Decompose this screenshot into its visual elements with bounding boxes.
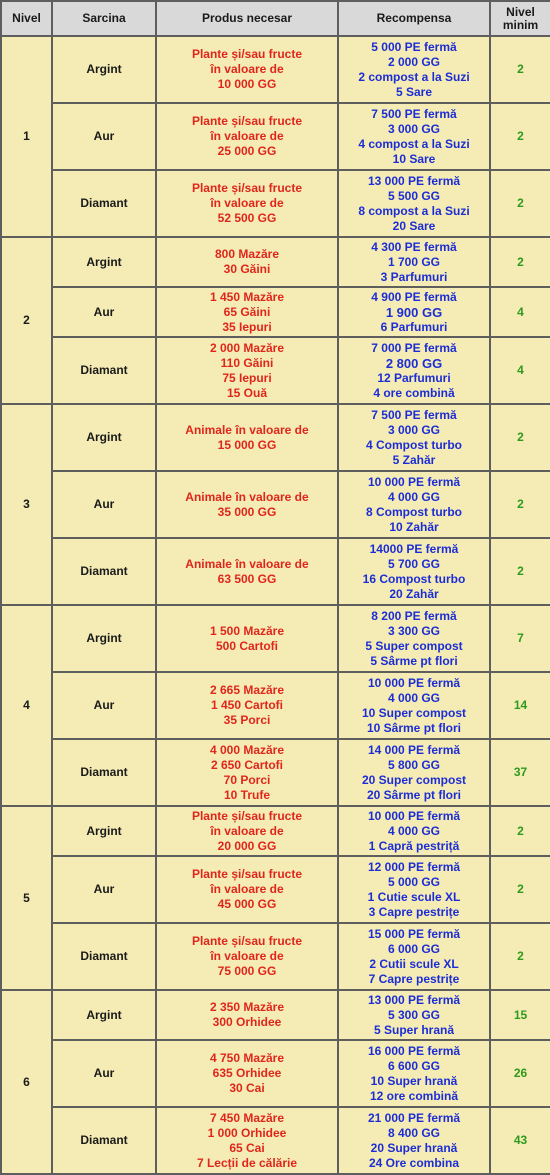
product-cell <box>156 337 338 404</box>
table-row <box>1 337 550 404</box>
product-line: 4 000 Mazăre <box>209 742 285 757</box>
reward-line: 2 000 GG <box>387 54 441 69</box>
table-row <box>1 806 550 856</box>
table-row <box>1 990 550 1040</box>
reward-line: 1 Capră pestriță <box>368 838 460 853</box>
product-line: 500 Cartofi <box>215 638 279 653</box>
product-cell <box>156 471 338 538</box>
task-cell: Argint <box>52 404 156 471</box>
table-row <box>1 605 550 672</box>
product-line: Animale în valoare de <box>185 489 309 504</box>
reward-line: 10 Super hrană <box>370 1073 458 1088</box>
min-level-cell: 15 <box>490 990 550 1040</box>
reward-line: 10 Zahăr <box>389 519 439 534</box>
level-cell: 2 <box>1 237 52 404</box>
reward-line: 13 000 PE fermă <box>367 992 461 1007</box>
reward-cell <box>338 287 490 337</box>
min-level-cell: 2 <box>490 538 550 605</box>
reward-line: 7 500 PE fermă <box>371 106 457 121</box>
product-line: Plante și/sau fructe <box>191 934 303 948</box>
header-min-level <box>490 1 550 36</box>
product-line: 1 450 Cartofi <box>210 698 284 712</box>
product-line: Plante și/sau fructe <box>191 181 303 195</box>
product-line: 75 000 GG <box>217 964 277 978</box>
reward-line: 2 Cutii scule XL <box>369 956 459 971</box>
product-line: 30 Cai <box>229 1081 265 1095</box>
min-level-cell: 2 <box>490 923 550 990</box>
reward-line: 5 000 PE fermă <box>371 39 457 54</box>
header-reward: Recompensa <box>338 1 490 36</box>
min-level-cell: 2 <box>490 36 550 103</box>
reward-line: 4 000 GG <box>387 823 441 838</box>
table-body <box>1 36 550 1174</box>
header-level: Nivel <box>1 1 52 36</box>
task-cell: Argint <box>52 237 156 287</box>
reward-line: 20 Super compost <box>361 772 467 787</box>
product-line: Animale în valoare de <box>185 556 309 571</box>
min-level-cell: 4 <box>490 287 550 337</box>
reward-line: 15 000 PE fermă <box>367 926 461 941</box>
task-cell: Argint <box>52 806 156 856</box>
product-line: 10 Trufe <box>223 787 271 802</box>
product-line: 2 650 Cartofi <box>210 757 284 772</box>
reward-line: 21 000 PE fermă <box>367 1110 461 1125</box>
product-line: în valoare de <box>210 196 284 210</box>
reward-line: 5 Super compost <box>365 638 463 653</box>
reward-line: 8 compost a la Suzi <box>358 203 470 218</box>
product-line: 35 Iepuri <box>222 319 272 334</box>
table-row <box>1 538 550 605</box>
reward-cell <box>338 103 490 170</box>
product-line: 110 Găini <box>220 355 274 370</box>
task-cell: Diamant <box>52 538 156 605</box>
product-line: în valoare de <box>210 823 284 838</box>
product-line: 2 350 Mazăre <box>209 1000 285 1014</box>
reward-line: 5 Sârme pt flori <box>370 653 458 668</box>
product-line: în valoare de <box>210 129 284 143</box>
product-line: 1 500 Mazăre <box>209 623 285 638</box>
table-row <box>1 672 550 739</box>
reward-line: 6 600 GG <box>387 1058 441 1073</box>
product-line: Plante și/sau fructe <box>191 47 303 61</box>
product-line: 7 Lecții de călărie <box>196 1155 298 1170</box>
product-line: 1 000 Orhidee <box>207 1125 287 1140</box>
product-line: 7 450 Mazăre <box>209 1110 285 1125</box>
product-cell <box>156 806 338 856</box>
reward-cell <box>338 538 490 605</box>
reward-line: 5 Super hrană <box>373 1022 455 1037</box>
table-row <box>1 404 550 471</box>
product-cell <box>156 1040 338 1107</box>
reward-line: 4 300 PE fermă <box>371 239 457 254</box>
product-line: Plante și/sau fructe <box>191 867 303 881</box>
table-row <box>1 170 550 237</box>
reward-line: 4 000 GG <box>387 690 441 705</box>
product-line: 25 000 GG <box>217 144 277 158</box>
product-cell <box>156 923 338 990</box>
level-cell: 5 <box>1 806 52 990</box>
task-cell: Diamant <box>52 170 156 237</box>
reward-line: 5 Sare <box>395 84 433 99</box>
reward-line: 4 000 GG <box>387 489 441 504</box>
reward-line: 7 Capre pestrițe <box>368 971 460 986</box>
reward-line: 20 Sare <box>392 218 436 233</box>
reward-line: 4 compost a la Suzi <box>358 136 470 151</box>
product-line: în valoare de <box>210 949 284 963</box>
table-row <box>1 856 550 923</box>
min-level-cell: 2 <box>490 856 550 923</box>
min-level-cell: 14 <box>490 672 550 739</box>
product-line: 70 Porci <box>223 772 271 787</box>
reward-line: 3 000 GG <box>387 422 441 437</box>
task-cell: Diamant <box>52 923 156 990</box>
min-level-cell: 2 <box>490 170 550 237</box>
product-line: 30 Găini <box>223 262 271 276</box>
level-cell: 4 <box>1 605 52 806</box>
product-line: 4 750 Mazăre <box>209 1051 285 1065</box>
product-line: 63 500 GG <box>217 571 277 586</box>
reward-line: 2 800 GG <box>385 355 443 371</box>
reward-cell <box>338 990 490 1040</box>
product-cell <box>156 990 338 1040</box>
reward-line: 3 300 GG <box>387 623 441 638</box>
product-cell <box>156 170 338 237</box>
reward-line: 6 Parfumuri <box>380 319 448 334</box>
min-level-cell: 37 <box>490 739 550 806</box>
reward-cell <box>338 337 490 404</box>
product-line: 300 Orhidee <box>212 1015 282 1029</box>
task-cell: Aur <box>52 1040 156 1107</box>
reward-line: 10 Super compost <box>361 705 467 720</box>
task-cell: Aur <box>52 287 156 337</box>
reward-cell <box>338 237 490 287</box>
reward-line: 5 500 GG <box>387 188 441 203</box>
min-level-cell: 2 <box>490 237 550 287</box>
min-level-cell: 2 <box>490 404 550 471</box>
reward-line: 14 000 PE fermă <box>367 742 461 757</box>
reward-line: 7 000 PE fermă <box>371 340 457 355</box>
product-line: 35 Porci <box>223 713 271 727</box>
reward-line: 1 Cutie scule XL <box>367 889 461 904</box>
min-level-cell: 4 <box>490 337 550 404</box>
reward-line: 16 Compost turbo <box>362 571 466 586</box>
product-line: 2 000 Mazăre <box>209 340 285 355</box>
product-line: Plante și/sau fructe <box>191 808 303 823</box>
table-row <box>1 739 550 806</box>
product-cell <box>156 237 338 287</box>
product-line: 45 000 GG <box>217 897 277 911</box>
header-product: Produs necesar <box>156 1 338 36</box>
reward-cell <box>338 672 490 739</box>
product-line: 635 Orhidee <box>212 1066 282 1080</box>
table-row <box>1 923 550 990</box>
table-row <box>1 1107 550 1174</box>
reward-line: 24 Ore combina <box>368 1155 460 1170</box>
product-line: 1 450 Mazăre <box>209 289 285 304</box>
reward-line: 10 000 PE fermă <box>367 474 461 489</box>
reward-line: 20 Super hrană <box>370 1140 458 1155</box>
product-line: 35 000 GG <box>217 504 277 519</box>
reward-line: 3 Capre pestrițe <box>368 904 460 919</box>
product-cell <box>156 1107 338 1174</box>
product-cell <box>156 538 338 605</box>
reward-line: 12 000 PE fermă <box>367 859 461 874</box>
min-level-cell: 2 <box>490 103 550 170</box>
reward-cell <box>338 605 490 672</box>
task-cell: Aur <box>52 103 156 170</box>
product-line: Animale în valoare de <box>185 422 309 437</box>
reward-line: 5 300 GG <box>387 1007 441 1022</box>
product-line: 65 Găini <box>223 304 271 319</box>
reward-cell <box>338 170 490 237</box>
product-line: 65 Cai <box>229 1140 265 1155</box>
product-line: 20 000 GG <box>217 838 277 853</box>
min-level-cell: 26 <box>490 1040 550 1107</box>
product-line: 15 000 GG <box>217 437 277 452</box>
reward-cell <box>338 739 490 806</box>
table-row <box>1 287 550 337</box>
reward-line: 20 Sârme pt flori <box>366 787 462 802</box>
reward-line: 4 ore combină <box>373 385 455 400</box>
reward-line: 2 compost a la Suzi <box>358 69 470 84</box>
task-cell: Argint <box>52 605 156 672</box>
task-cell: Diamant <box>52 739 156 806</box>
table-row <box>1 1040 550 1107</box>
product-cell <box>156 103 338 170</box>
product-cell <box>156 287 338 337</box>
product-line: 10 000 GG <box>217 77 277 91</box>
task-cell: Aur <box>52 672 156 739</box>
reward-line: 8 200 PE fermă <box>371 608 457 623</box>
product-cell <box>156 404 338 471</box>
task-cell: Diamant <box>52 337 156 404</box>
min-level-cell: 2 <box>490 471 550 538</box>
task-cell: Argint <box>52 36 156 103</box>
product-line: 52 500 GG <box>217 211 277 225</box>
reward-line: 10 000 PE fermă <box>367 675 461 690</box>
reward-line: 14000 PE fermă <box>369 541 459 556</box>
reward-line: 7 500 PE fermă <box>371 407 457 422</box>
reward-cell <box>338 806 490 856</box>
task-cell: Diamant <box>52 1107 156 1174</box>
level-cell: 6 <box>1 990 52 1174</box>
product-cell <box>156 672 338 739</box>
product-line: în valoare de <box>210 62 284 76</box>
reward-cell <box>338 856 490 923</box>
reward-line: 10 Sare <box>392 151 436 166</box>
reward-line: 6 000 GG <box>387 941 441 956</box>
reward-line: 3 Parfumuri <box>380 269 448 284</box>
reward-line: 10 000 PE fermă <box>367 808 461 823</box>
product-line: 800 Mazăre <box>214 247 280 261</box>
reward-line: 3 000 GG <box>387 121 441 136</box>
header-task: Sarcina <box>52 1 156 36</box>
header-min-level-line: Nivel <box>506 4 535 19</box>
reward-line: 1 700 GG <box>387 254 441 269</box>
reward-line: 12 Parfumuri <box>377 370 451 385</box>
product-line: 2 665 Mazăre <box>209 683 285 697</box>
product-cell <box>156 856 338 923</box>
reward-cell <box>338 1107 490 1174</box>
min-level-cell: 7 <box>490 605 550 672</box>
table-row <box>1 237 550 287</box>
reward-line: 20 Zahăr <box>389 586 439 601</box>
level-cell: 1 <box>1 36 52 237</box>
header-min-level-line: minim <box>502 17 539 32</box>
reward-line: 13 000 PE fermă <box>367 173 461 188</box>
product-cell <box>156 36 338 103</box>
reward-line: 12 ore combină <box>369 1088 459 1103</box>
product-cell <box>156 739 338 806</box>
table-row <box>1 471 550 538</box>
level-cell: 3 <box>1 404 52 605</box>
reward-line: 8 Compost turbo <box>366 504 462 519</box>
reward-line: 4 Compost turbo <box>366 437 462 452</box>
reward-line: 1 900 GG <box>385 304 443 320</box>
product-cell <box>156 605 338 672</box>
table-row <box>1 103 550 170</box>
reward-cell <box>338 923 490 990</box>
product-line: 15 Ouă <box>226 385 268 400</box>
min-level-cell: 2 <box>490 806 550 856</box>
header-row <box>1 1 550 36</box>
reward-line: 5 Zahăr <box>392 452 436 467</box>
task-cell: Argint <box>52 990 156 1040</box>
reward-line: 4 900 PE fermă <box>371 289 457 304</box>
reward-cell <box>338 1040 490 1107</box>
product-line: în valoare de <box>210 882 284 896</box>
reward-line: 10 Sârme pt flori <box>366 720 462 735</box>
reward-line: 8 400 GG <box>387 1125 441 1140</box>
min-level-cell: 43 <box>490 1107 550 1174</box>
reward-line: 5 700 GG <box>387 556 441 571</box>
task-cell: Aur <box>52 856 156 923</box>
reward-cell <box>338 404 490 471</box>
reward-line: 16 000 PE fermă <box>367 1043 461 1058</box>
product-line: 75 Iepuri <box>222 370 272 385</box>
task-cell: Aur <box>52 471 156 538</box>
reward-cell <box>338 36 490 103</box>
reward-line: 5 000 GG <box>387 874 441 889</box>
reward-line: 5 800 GG <box>387 757 441 772</box>
product-line: Plante și/sau fructe <box>191 114 303 128</box>
reward-cell <box>338 471 490 538</box>
table-row <box>1 36 550 103</box>
